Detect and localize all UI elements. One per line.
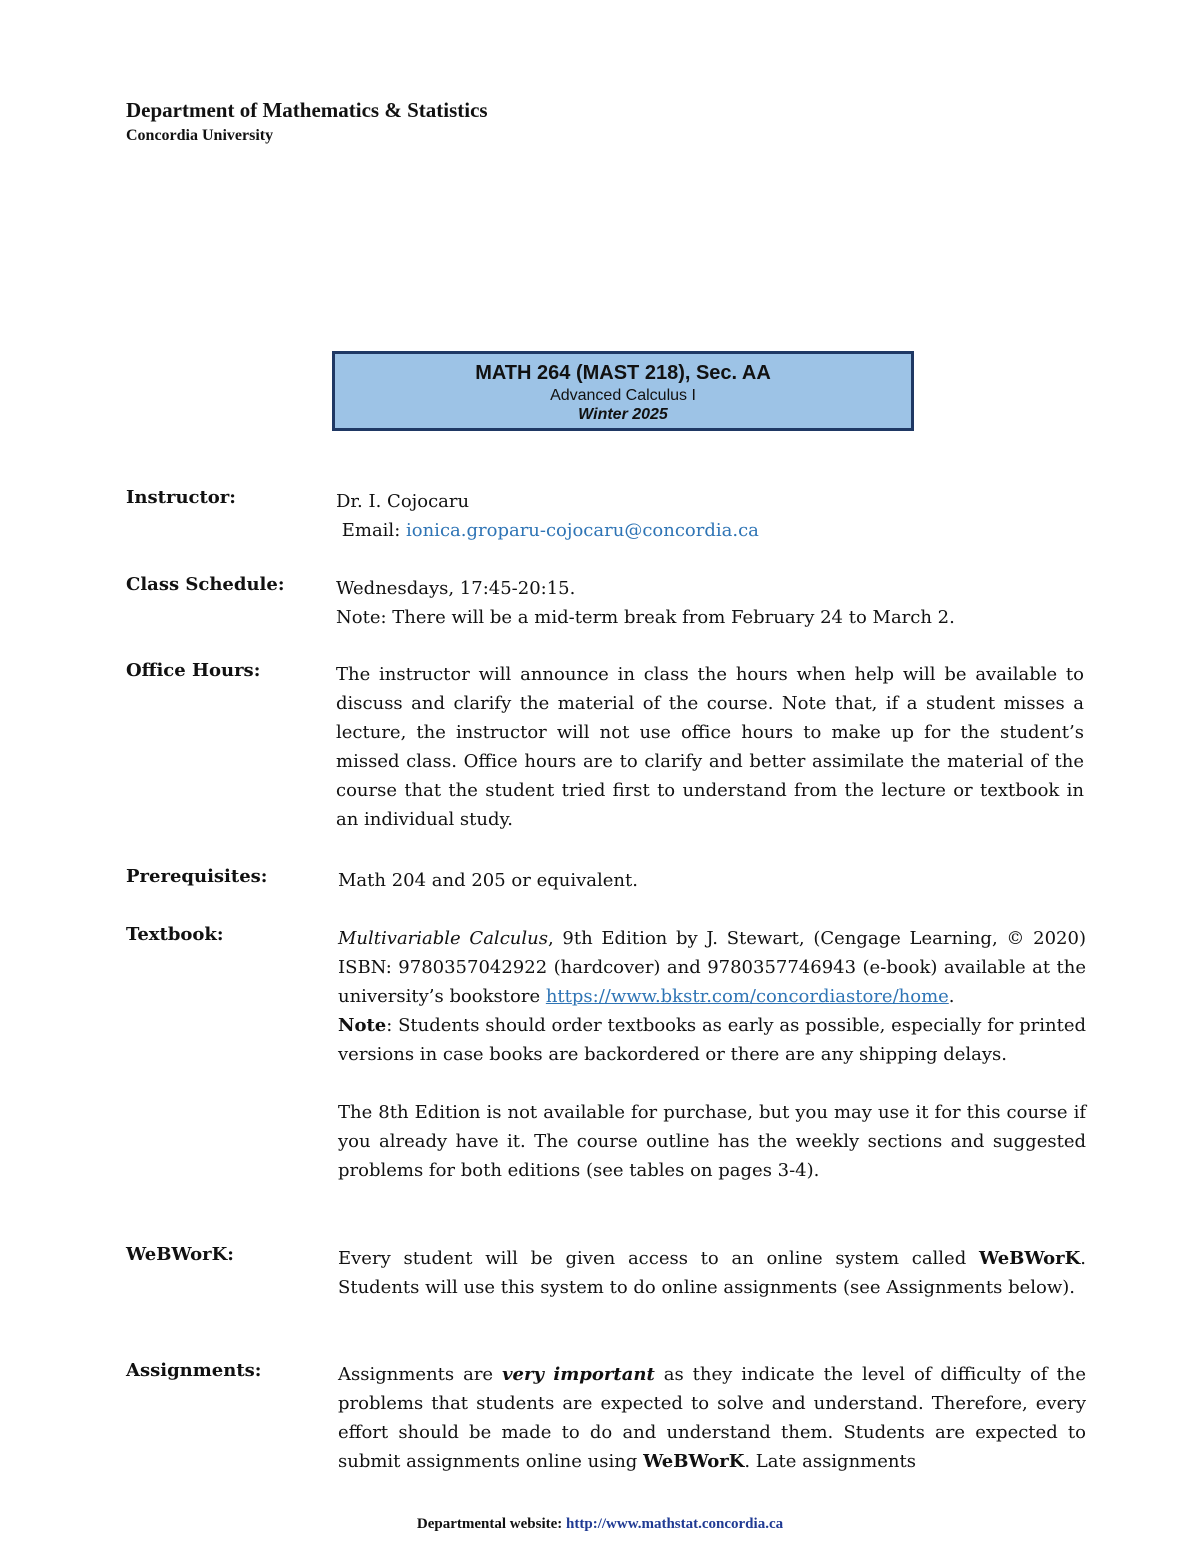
prerequisites-text: Math 204 and 205 or equivalent. xyxy=(338,870,638,891)
department-website-link[interactable]: http://www.mathstat.concordia.ca xyxy=(566,1516,784,1532)
assignments-text-c: . Late assignments xyxy=(744,1451,916,1472)
webwork-text-a: Every student will be given access to an online system called xyxy=(338,1248,979,1269)
schedule-time: Wednesdays, 17:45-20:15. xyxy=(336,578,576,599)
university-name: Concordia University xyxy=(126,127,274,144)
assignments-text-b: as they indicate the level of difficulty of the problems that students are expected to solve and understand. Therefore, every effort should be made to do and understand them. Students are expected to submit assignments online using xyxy=(338,1364,1086,1472)
assignments-webwork-name: WeBWorK xyxy=(643,1451,745,1472)
assignments-label: Assignments: xyxy=(126,1360,262,1381)
course-name: Advanced Calculus I xyxy=(550,387,696,404)
assignments-emphasis: very important xyxy=(502,1364,655,1385)
page-footer xyxy=(0,1516,1200,1533)
course-title-box xyxy=(332,351,914,431)
footer-label: Departmental website: xyxy=(416,1516,567,1532)
textbook-edition-note: The 8th Edition is not available for purchase, but you may use it for this course if you already have it. The course outline has the weekly sections and suggested problems for both editions (see tables on pages 3-4). xyxy=(338,1102,1086,1181)
textbook-url-end: . xyxy=(948,986,955,1007)
webwork-text-b: . Students will use this system to do online assignments (see Assignments below). xyxy=(338,1248,1086,1298)
schedule-label: Class Schedule: xyxy=(126,574,285,595)
course-code: MATH 264 (MAST 218), Sec. AA xyxy=(475,362,771,384)
email-label: Email: xyxy=(341,520,401,541)
webwork-name: WeBWorK xyxy=(978,1248,1081,1269)
prerequisites-label: Prerequisites: xyxy=(126,866,268,887)
instructor-label: Instructor: xyxy=(126,487,236,508)
department-heading: Department of Mathematics & Statistics xyxy=(126,98,488,122)
instructor-name: Dr. I. Cojocaru xyxy=(336,491,470,512)
webwork-label: WeBWorK: xyxy=(126,1244,234,1265)
course-term: Winter 2025 xyxy=(578,406,668,423)
office-hours-text: The instructor will announce in class the hours when help will be available to discuss and clarify the material of the course. Note that, if a student misses a lecture, the instructor will not use office hours to make up for the student’s missed class. Office hours are to clarify and better assimilate the material of the course that the student tried first to understand from the lecture or textbook in an individual study. xyxy=(336,664,1084,830)
textbook-note: : Students should order textbooks as early as possible, especially for printed versions in case books are backordered or there are any shipping delays. xyxy=(338,1015,1086,1065)
textbook-label: Textbook: xyxy=(126,924,224,945)
bookstore-link[interactable]: https://www.bkstr.com/concordiastore/home xyxy=(545,986,949,1007)
office-hours-label: Office Hours: xyxy=(126,660,261,681)
schedule-note: There will be a mid-term break from February 24 to March 2. xyxy=(392,607,955,628)
schedule-note-label: Note: xyxy=(336,607,387,628)
instructor-email-link[interactable]: ionica.groparu-cojocaru@concordia.ca xyxy=(406,520,759,541)
textbook-note-label: Note xyxy=(338,1015,387,1036)
textbook-title: Multivariable Calculus xyxy=(338,928,548,949)
textbook-details: , 9th Edition by J. Stewart, (Cengage Learning, © 2020) ISBN: 9780357042922 (hardcover) and 9780357746943 (e-book) available at the university’s bookstore xyxy=(338,928,1086,1007)
assignments-text-a: Assignments are xyxy=(338,1364,503,1385)
